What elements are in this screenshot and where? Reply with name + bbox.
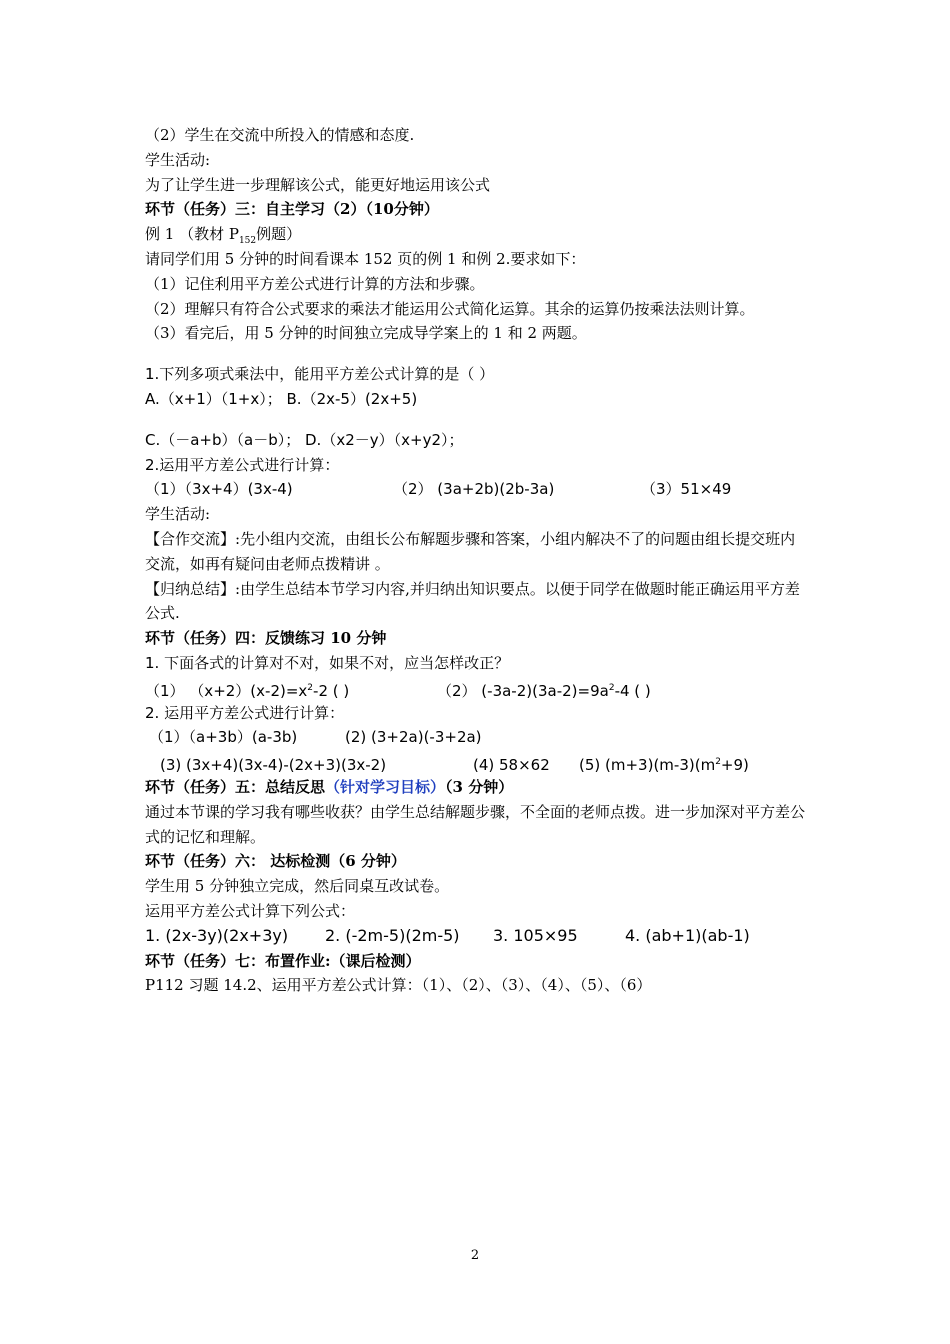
exponent: 2 [715, 757, 721, 768]
exponent: 2 [307, 682, 314, 693]
heading-highlight: （针对学习目标） [325, 777, 446, 796]
page-subscript: 152 [238, 236, 257, 247]
feedback-2-row-2 [145, 750, 810, 775]
feedback-2-item: (4) 58×62 [473, 756, 550, 775]
expr-part: +9) [720, 756, 749, 775]
test-item: 1. (2x-3y)(2x+3y) [145, 925, 289, 945]
text-line: 学生活动: [145, 150, 211, 169]
question-1-options-cd: C.（－a+b）（a－b）； D.（x2－y）（x+y2）； [145, 430, 464, 449]
heading-part: 环节（任务）五：总结反思 [145, 777, 326, 796]
page-content [145, 123, 810, 998]
exponent: 2 [608, 682, 615, 693]
test-item: 4. (ab+1)(ab-1) [625, 925, 750, 945]
feedback-1: 1. 下面各式的计算对不对，如果不对，应当怎样改正？ [145, 653, 510, 672]
question-2-item: （2） (3a+2b)(2b-3a) [393, 480, 555, 499]
feedback-2-item: （1）（a+3b）(a-3b) [149, 728, 298, 747]
expr-part: -4 ( ) [614, 681, 651, 700]
text-line: 学生活动: [145, 505, 211, 524]
test-items [145, 924, 810, 949]
text-line: （1）记住利用平方差公式进行计算的方法和步骤。 [145, 274, 485, 293]
section-heading-5 [145, 775, 810, 800]
reflection-paragraph: 通过本节课的学习我有哪些收获？由学生总结解题步骤，不全面的老师点拨。进一步加深对平方差公式的记忆和理解。 [145, 802, 806, 846]
expr-part: （2） (-3a-2)(3a-2)=9a [437, 681, 609, 700]
example-suffix: 例题） [256, 225, 302, 244]
page-number: 2 [470, 1248, 480, 1263]
question-1: 1.下列多项式乘法中，能用平方差公式计算的是（ ） [145, 365, 495, 384]
feedback-2-item: (3) (3x+4)(3x-4)-(2x+3)(3x-2) [160, 756, 387, 775]
text-line: （3）看完后，用 5 分钟的时间独立完成导学案上的 1 和 2 两题。 [145, 324, 587, 343]
spacer [145, 346, 810, 362]
example-line [145, 222, 810, 247]
text-line: 为了让学生进一步理解该公式，能更好地运用该公式 [145, 175, 491, 194]
expr-part: （1） （x+2）(x-2)=x [145, 681, 308, 700]
feedback-2: 2. 运用平方差公式进行计算： [145, 703, 345, 722]
example-label: 例 1 （教材 P [145, 225, 239, 244]
question-1-options-ab: A.（x+1）（1+x）； B.（2x-5）(2x+5) [145, 389, 418, 408]
section-heading-6: 环节（任务）六： 达标检测（6 分钟） [145, 852, 406, 871]
question-2: 2.运用平方差公式进行计算： [145, 455, 340, 474]
feedback-2-item [579, 750, 749, 778]
section-heading-3: 环节（任务）三：自主学习（2）（10分钟） [145, 200, 439, 219]
text-line: 请同学们用 5 分钟的时间看课本 152 页的例 1 和例 2.要求如下： [145, 249, 586, 268]
summary-paragraph [145, 577, 810, 627]
feedback-1-item [437, 676, 651, 704]
section-heading-4: 环节（任务）四：反馈练习 10 分钟 [145, 629, 387, 648]
cooperation-text: :先小组内交流，由组长公布解题步骤和答案，小组内解决不了的问题由组长提交班内交流，如再有疑问由老师点拨精讲 。 [145, 529, 796, 573]
feedback-2-row-1 [145, 725, 810, 750]
homework-line: P112 习题 14.2、运用平方差公式计算：（1）、（2）、（3）、（4）、（5）、（6） [145, 976, 652, 995]
feedback-2-item: (2) (3+2a)(-3+2a) [345, 728, 482, 747]
text-line: 学生用 5 分钟独立完成，然后同桌互改试卷。 [145, 877, 450, 896]
summary-text: :由学生总结本节学习内容,并归纳出知识要点。以便于同学在做题时能正确运用平方差公式. [145, 579, 800, 623]
summary-label: 【归纳总结】 [145, 579, 236, 598]
question-2-item: （3）51×49 [641, 480, 732, 499]
question-2-item: （1）（3x+4）(3x-4) [145, 480, 293, 499]
cooperation-label: 【合作交流】 [145, 529, 236, 548]
text-line: （2）理解只有符合公式要求的乘法才能运用公式简化运算。其余的运算仍按乘法法则计算。 [145, 299, 755, 318]
text-line: 运用平方差公式计算下列公式： [145, 901, 356, 920]
test-item: 2. (-2m-5)(2m-5) [325, 925, 460, 945]
expr-part: -2 ( ) [313, 681, 350, 700]
section-heading-7: 环节（任务）七：布置作业:（课后检测） [145, 951, 421, 970]
question-2-items [145, 477, 810, 502]
text-line: （2）学生在交流中所投入的情感和态度. [145, 126, 415, 144]
expr-part: (5) (m+3)(m-3)(m [579, 756, 716, 775]
cooperation-paragraph [145, 527, 810, 577]
heading-part: （3 分钟） [445, 777, 514, 796]
test-item: 3. 105×95 [493, 925, 578, 945]
feedback-1-item [145, 676, 437, 704]
spacer [145, 412, 810, 428]
feedback-1-items [145, 676, 810, 701]
